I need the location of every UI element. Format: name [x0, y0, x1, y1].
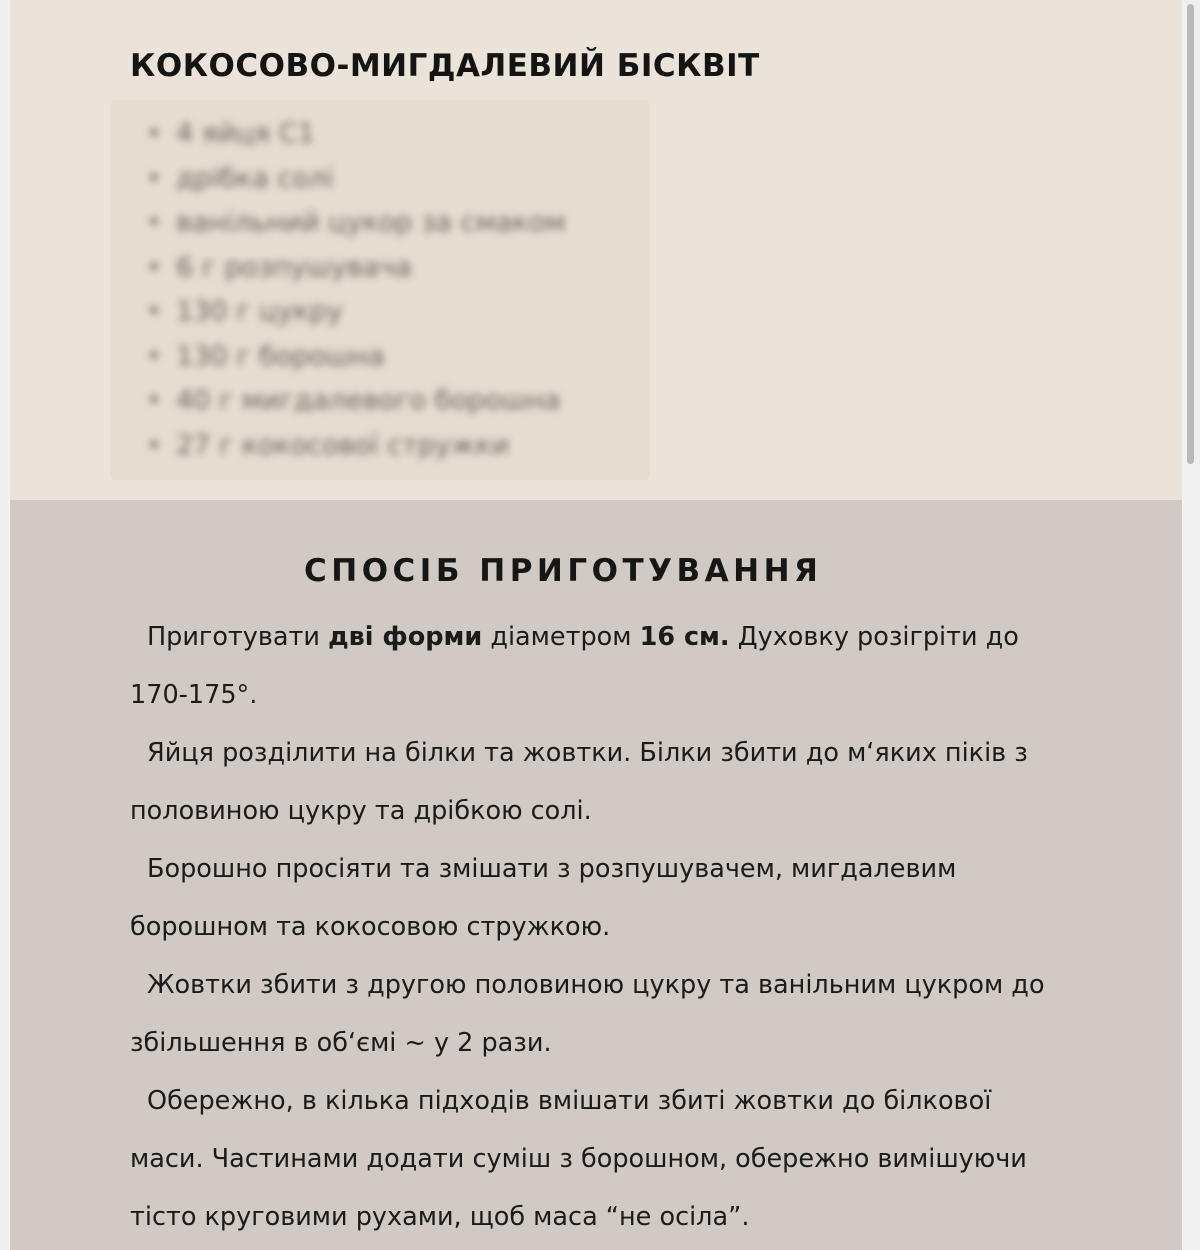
bullet-icon: •: [146, 162, 162, 194]
ingredient-item: • 27 г кокосової стружки: [146, 424, 650, 469]
ingredient-item: • 6 г розпушувача: [146, 246, 650, 291]
ingredients-section: [10, 0, 1182, 500]
scrollbar-track[interactable]: [1184, 0, 1200, 1250]
method-step-3: Борошно просіяти та змішати з розпушувачем, мигдалевим борошном та кокосовою стружкою.: [130, 854, 957, 942]
bullet-icon: •: [146, 207, 162, 238]
bullet-icon: •: [146, 251, 162, 283]
method-steps: [130, 608, 1055, 1246]
ingredients-blurred-panel: [110, 100, 650, 480]
forms-count-bold: дві форми: [328, 622, 483, 652]
ingredient-item: • 4 яйця С1: [146, 112, 650, 157]
ingredient-item: • 40 г мигдалевого борошна: [146, 379, 650, 424]
ingredient-item: • 130 г борошна: [146, 335, 650, 380]
method-step-2: Яйця розділити на білки та жовтки. Білки збити до м‘яких піків з половиною цукру та дрібкою солі.: [130, 738, 1028, 826]
method-step-1: Приготувати дві форми діаметром 16 см. Духовку розігріти до 170-175°.: [130, 622, 1019, 710]
bullet-icon: •: [146, 296, 162, 327]
window-frame-left: [0, 0, 8, 1250]
bullet-icon: •: [146, 340, 162, 372]
scrollbar-thumb[interactable]: [1187, 4, 1194, 464]
bullet-icon: •: [146, 429, 162, 461]
method-title: СПОСІБ ПРИГОТУВАННЯ: [304, 553, 823, 589]
ingredient-list: [110, 100, 650, 468]
recipe-title: КОКОСОВО-МИГДАЛЕВИЙ БІСКВІТ: [130, 48, 760, 84]
ingredient-item: • 130 г цукру: [146, 290, 650, 335]
method-step-4: Жовтки збити з другою половиною цукру та ванільним цукром до збільшення в об‘ємі ~ у 2 рази.: [130, 970, 1045, 1058]
bullet-icon: •: [146, 118, 162, 149]
bullet-icon: •: [146, 385, 162, 416]
ingredient-item: • ванільний цукор за смаком: [146, 201, 650, 246]
diameter-bold: 16 см.: [639, 622, 730, 652]
ingredient-item: • дрібка солі: [146, 157, 650, 202]
method-step-5: Обережно, в кілька підходів вмішати збиті жовтки до білкової маси. Частинами додати суміш з борошном, обережно вимішуючи тісто круговими рухами, щоб маса “не осіла”.: [130, 1086, 1027, 1232]
method-section: [10, 500, 1182, 1250]
